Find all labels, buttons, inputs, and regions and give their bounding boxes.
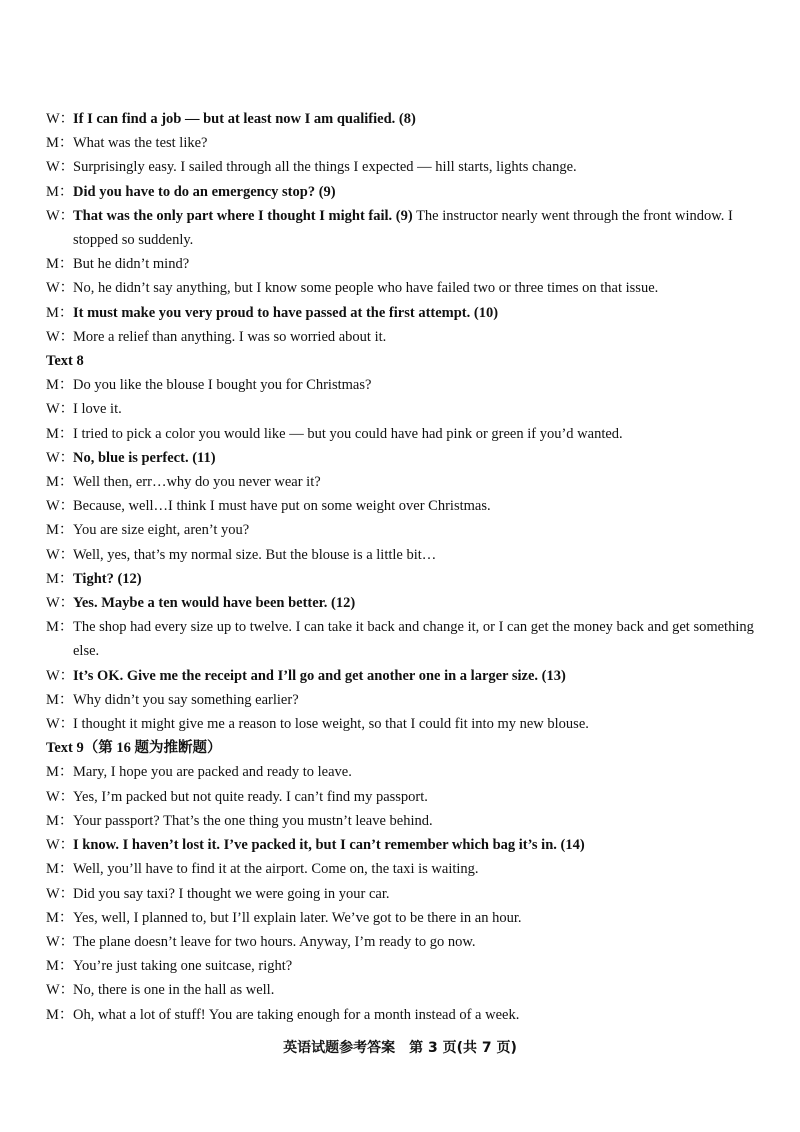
answer-sentence: It must make you very proud to have passed at the first attempt. (73, 304, 471, 321)
utterance (73, 664, 758, 688)
utterance (73, 494, 758, 518)
utterance (73, 180, 758, 204)
utterance (73, 809, 758, 833)
dialogue-line (46, 857, 758, 881)
speaker-label: M： (46, 861, 74, 878)
dialogue-line (46, 543, 758, 567)
dialogue-line (46, 1003, 758, 1027)
answer-sentence: It’s OK. Give me the receipt and I’ll go and get another one in a larger size. (73, 667, 539, 684)
dialogue-text: Surprisingly easy. I sailed through all the things I expected — hill starts, lights change. (73, 159, 577, 176)
utterance (73, 325, 758, 349)
utterance (73, 857, 758, 881)
footer-title: 英语试题参考答案 (283, 1040, 396, 1056)
section-heading: Text 9（第 16 题为推断题） (46, 740, 222, 757)
utterance (73, 155, 758, 179)
dialogue-text: More a relief than anything. I was so worried about it. (73, 328, 387, 345)
speaker-label: M： (46, 812, 74, 829)
dialogue-line (46, 494, 758, 518)
speaker-label: W： (46, 595, 75, 612)
answer-sentence: No, blue is perfect. (73, 449, 189, 466)
speaker-label: M： (46, 619, 74, 636)
utterance (73, 1003, 758, 1027)
dialogue-text: Mary, I hope you are packed and ready to leave. (73, 764, 352, 781)
dialogue-line (46, 567, 758, 591)
speaker-label: W： (46, 280, 75, 297)
dialogue-line (46, 954, 758, 978)
section-heading: Text 8 (46, 353, 84, 370)
dialogue-text: Why didn’t you say something earlier? (73, 691, 299, 708)
utterance (73, 712, 758, 736)
speaker-label: W： (46, 207, 75, 224)
dialogue-line (46, 518, 758, 542)
question-number: (9) (318, 183, 336, 200)
dialogue-text: Your passport? That’s the one thing you mustn’t leave behind. (73, 812, 433, 829)
dialogue-line (46, 785, 758, 809)
dialogue-text: Well then, err…why do you never wear it? (73, 474, 321, 491)
speaker-label: M： (46, 570, 74, 587)
speaker-label: W： (46, 159, 75, 176)
utterance (73, 252, 758, 276)
utterance (73, 107, 758, 131)
utterance (73, 397, 758, 421)
speaker-label: W： (46, 716, 75, 733)
dialogue-line (46, 155, 758, 179)
dialogue-text: The shop had every size up to twelve. I can take it back and change it, or I can get the money back and get something else. (73, 619, 754, 660)
speaker-label: M： (46, 425, 74, 442)
speaker-label: W： (46, 111, 75, 127)
dialogue-text: What was the test like? (73, 135, 208, 152)
question-number: (12) (331, 595, 356, 612)
utterance (73, 688, 758, 712)
utterance (73, 591, 758, 615)
dialogue-line (46, 325, 758, 349)
question-number: (12) (117, 570, 142, 587)
speaker-label: W： (46, 933, 75, 950)
dialogue-line (46, 930, 758, 954)
utterance (73, 930, 758, 954)
utterance (73, 276, 758, 300)
question-number: (13) (541, 667, 566, 684)
utterance (73, 833, 758, 857)
utterance (73, 882, 758, 906)
dialogue-line (46, 301, 758, 325)
dialogue-line (46, 252, 758, 276)
transcript (46, 107, 758, 1027)
dialogue-text: I love it. (73, 401, 122, 418)
dialogue-line (46, 276, 758, 300)
speaker-label: M： (46, 135, 74, 152)
speaker-label: M： (46, 474, 74, 491)
question-number: (8) (398, 111, 416, 127)
answer-sentence: That was the only part where I thought I might fail. (73, 207, 393, 224)
dialogue-line (46, 712, 758, 736)
utterance (73, 446, 758, 470)
dialogue-text: I thought it might give me a reason to lose weight, so that I could fit into my new blouse. (73, 716, 589, 733)
dialogue-line (46, 688, 758, 712)
dialogue-text: Because, well…I think I must have put on some weight over Christmas. (73, 498, 491, 515)
dialogue-line (46, 615, 758, 663)
utterance (73, 518, 758, 542)
footer-page-number: 第 3 页(共 7 页) (409, 1040, 517, 1056)
answer-sentence: I know. I haven’t lost it. I’ve packed it, but I can’t remember which bag it’s in. (73, 837, 557, 854)
speaker-label: W： (46, 449, 75, 466)
dialogue-line (46, 906, 758, 930)
dialogue-line (46, 664, 758, 688)
utterance (73, 373, 758, 397)
speaker-label: W： (46, 546, 75, 563)
speaker-label: M： (46, 958, 74, 975)
dialogue-line (46, 470, 758, 494)
dialogue-line (46, 397, 758, 421)
dialogue-line (46, 107, 758, 131)
answer-sentence: If I can find a job — but at least now I am qualified. (73, 111, 396, 127)
answer-sentence: Yes. Maybe a ten would have been better. (73, 595, 328, 612)
question-number: (9) (395, 207, 413, 224)
utterance (73, 954, 758, 978)
speaker-label: W： (46, 667, 75, 684)
speaker-label: M： (46, 764, 74, 781)
speaker-label: M： (46, 691, 74, 708)
dialogue-text: The plane doesn’t leave for two hours. Anyway, I’m ready to go now. (73, 933, 476, 950)
dialogue-line (46, 180, 758, 204)
utterance (73, 543, 758, 567)
utterance (73, 567, 758, 591)
speaker-label: W： (46, 328, 75, 345)
dialogue-text: Well, yes, that’s my normal size. But the blouse is a little bit… (73, 546, 437, 563)
utterance (73, 785, 758, 809)
dialogue-line (46, 446, 758, 470)
utterance (73, 906, 758, 930)
dialogue-line (46, 204, 758, 252)
dialogue-text: Did you say taxi? I thought we were going in your car. (73, 885, 390, 902)
utterance (73, 131, 758, 155)
dialogue-text: But he didn’t mind? (73, 256, 190, 273)
dialogue-line (46, 373, 758, 397)
dialogue-line (46, 882, 758, 906)
dialogue-text: Yes, well, I planned to, but I’ll explain later. We’ve got to be there in an hour. (73, 909, 522, 926)
speaker-label: M： (46, 377, 74, 394)
speaker-label: W： (46, 885, 75, 902)
question-number: (14) (560, 837, 585, 854)
speaker-label: M： (46, 522, 74, 539)
page-footer (0, 1037, 800, 1057)
dialogue-line (46, 809, 758, 833)
dialogue-text: You are size eight, aren’t you? (73, 522, 250, 539)
dialogue-text: You’re just taking one suitcase, right? (73, 958, 293, 975)
utterance (73, 615, 758, 663)
dialogue-text: I tried to pick a color you would like — but you could have had pink or green if you’d wanted. (73, 425, 623, 442)
question-number: (10) (473, 304, 499, 321)
question-number: (11) (192, 449, 216, 466)
dialogue-text: Do you like the blouse I bought you for Christmas? (73, 377, 372, 394)
dialogue-line (46, 760, 758, 784)
speaker-label: M： (46, 1006, 74, 1023)
utterance (73, 301, 758, 325)
speaker-label: W： (46, 982, 75, 999)
dialogue-text: No, he didn’t say anything, but I know some people who have failed two or three times on that issue. (73, 280, 659, 297)
dialogue-text: Yes, I’m packed but not quite ready. I can’t find my passport. (73, 788, 428, 805)
answer-sentence: Did you have to do an emergency stop? (73, 183, 316, 200)
dialogue-line (46, 591, 758, 615)
dialogue-text: No, there is one in the hall as well. (73, 982, 275, 999)
utterance (73, 204, 758, 252)
speaker-label: W： (46, 498, 75, 515)
dialogue-text: Well, you’ll have to find it at the airport. Come on, the taxi is waiting. (73, 861, 479, 878)
dialogue-line (46, 131, 758, 155)
utterance (73, 470, 758, 494)
utterance (73, 978, 758, 1002)
dialogue-line (46, 978, 758, 1002)
speaker-label: W： (46, 788, 75, 805)
dialogue-text: The instructor nearly went through the front window. I stopped so suddenly. (73, 207, 733, 249)
answer-sentence: Tight? (73, 570, 114, 587)
speaker-label: W： (46, 837, 75, 854)
dialogue-line (46, 422, 758, 446)
speaker-label: M： (46, 256, 74, 273)
utterance (73, 760, 758, 784)
dialogue-line (46, 833, 758, 857)
speaker-label: M： (46, 909, 74, 926)
speaker-label: W： (46, 401, 75, 418)
speaker-label: M： (46, 304, 74, 321)
utterance (73, 422, 758, 446)
speaker-label: M： (46, 183, 74, 200)
dialogue-text: Oh, what a lot of stuff! You are taking enough for a month instead of a week. (73, 1006, 520, 1023)
